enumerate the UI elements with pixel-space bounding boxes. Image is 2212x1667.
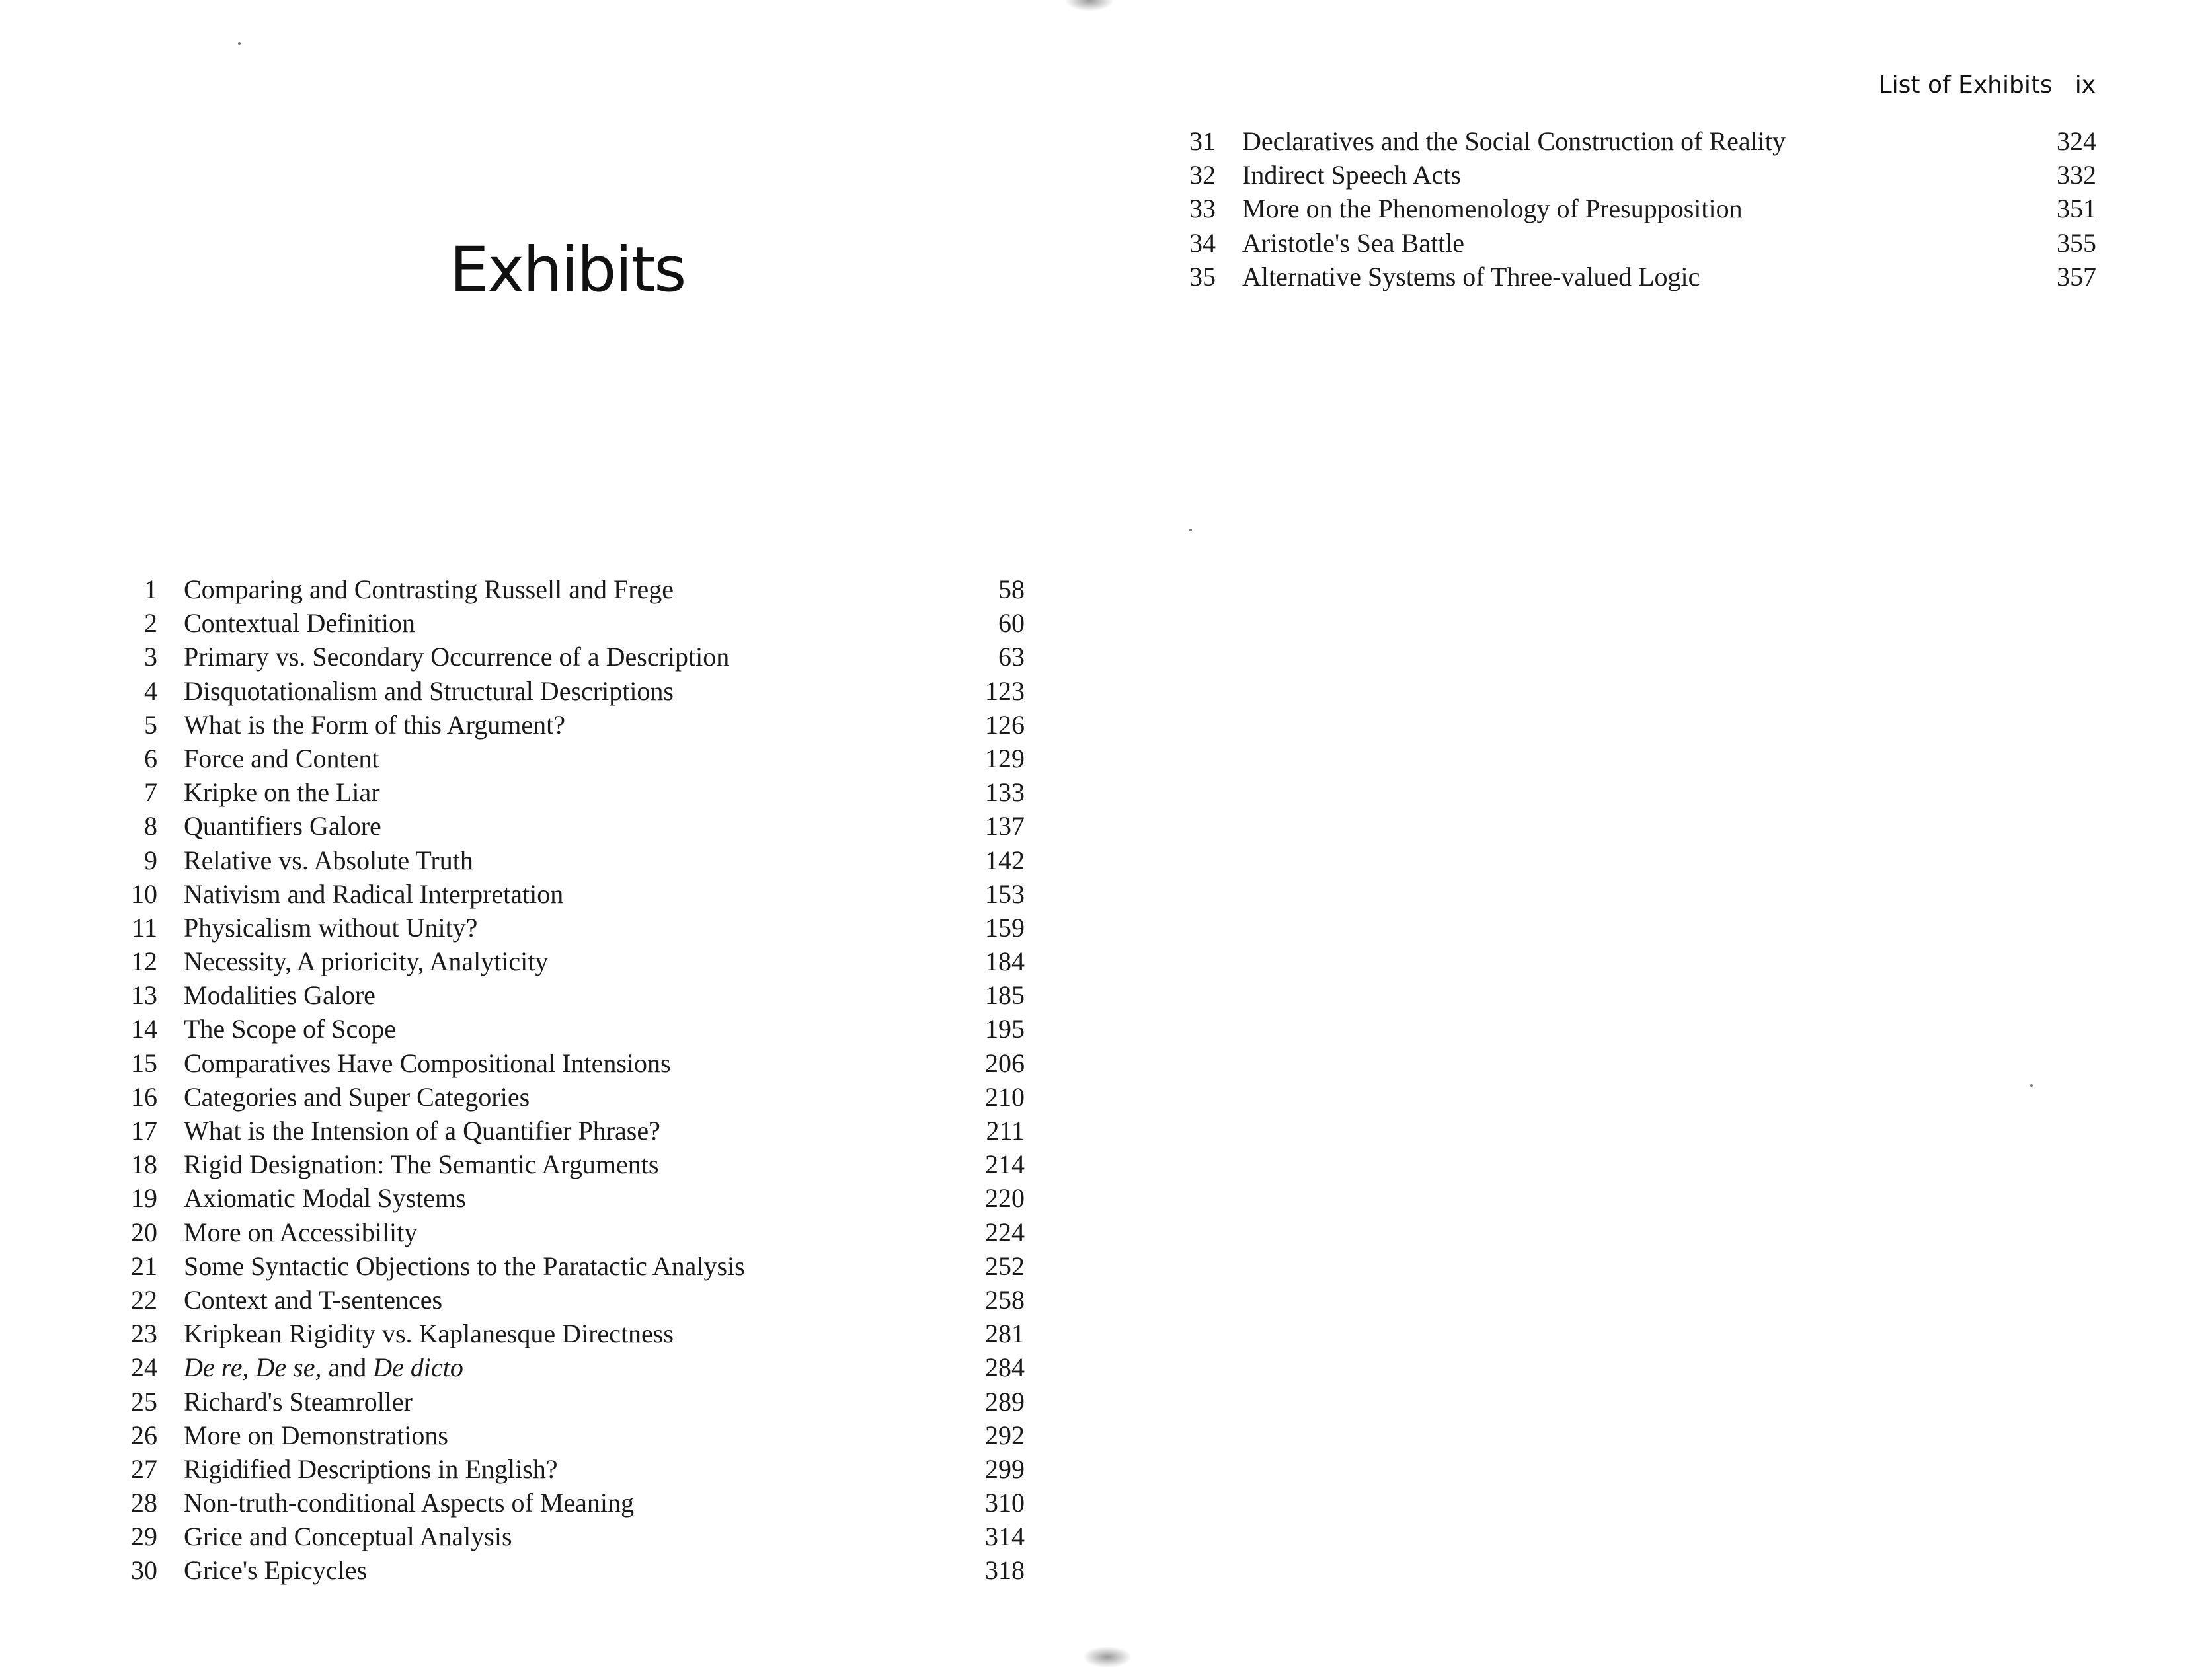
exhibit-title xyxy=(184,1350,463,1384)
list-item xyxy=(119,945,1025,978)
exhibit-page-number: 292 xyxy=(985,1420,1025,1450)
scan-speck xyxy=(238,42,241,45)
list-item xyxy=(119,809,1025,843)
exhibit-page-number: 314 xyxy=(985,1522,1025,1552)
exhibit-page-number: 153 xyxy=(985,878,1025,909)
exhibit-page-number: 63 xyxy=(998,642,1025,672)
exhibit-number: 24 xyxy=(131,1352,157,1383)
exhibit-number: 14 xyxy=(131,1014,157,1044)
list-item xyxy=(119,674,1025,708)
list-item xyxy=(119,1046,1025,1080)
exhibit-page-number: 58 xyxy=(998,574,1025,604)
page-number: ix xyxy=(2074,71,2096,98)
exhibit-title: More on Accessibility xyxy=(184,1217,418,1247)
exhibit-page-number: 355 xyxy=(2057,227,2096,258)
exhibit-number: 12 xyxy=(131,947,157,977)
exhibit-title: Context and T-sentences xyxy=(184,1284,443,1315)
exhibit-page-number: 214 xyxy=(985,1149,1025,1180)
list-item xyxy=(119,1520,1025,1553)
page-title: Exhibits xyxy=(450,234,686,306)
exhibit-page-number: 220 xyxy=(985,1183,1025,1214)
exhibit-title: Quantifiers Galore xyxy=(184,811,381,841)
exhibit-number: 20 xyxy=(131,1217,157,1247)
list-item xyxy=(119,1216,1025,1249)
list-item xyxy=(119,1147,1025,1181)
list-item xyxy=(119,1553,1025,1587)
right-page xyxy=(1106,0,2212,1666)
exhibit-title: Contextual Definition xyxy=(184,608,415,639)
list-item xyxy=(119,742,1025,775)
list-item xyxy=(119,1452,1025,1486)
list-item xyxy=(119,1350,1025,1384)
list-item xyxy=(119,978,1025,1012)
exhibit-title: Some Syntactic Objections to the Paratactic Analysis xyxy=(184,1251,745,1281)
exhibit-number: 25 xyxy=(131,1386,157,1416)
list-item xyxy=(119,1418,1025,1452)
exhibit-number: 33 xyxy=(1189,194,1216,224)
exhibit-number: 32 xyxy=(1189,160,1216,190)
exhibit-page-number: 210 xyxy=(985,1081,1025,1112)
list-item xyxy=(119,1080,1025,1114)
exhibit-number: 15 xyxy=(131,1048,157,1078)
exhibit-number: 8 xyxy=(144,811,157,841)
exhibit-number: 7 xyxy=(144,777,157,808)
exhibit-number: 22 xyxy=(131,1284,157,1315)
exhibit-title-italic-part: De dicto xyxy=(373,1352,463,1383)
exhibit-title: Alternative Systems of Three-valued Logic xyxy=(1242,261,1700,291)
list-item xyxy=(119,775,1025,809)
exhibit-number: 18 xyxy=(131,1149,157,1180)
exhibit-title: Indirect Speech Acts xyxy=(1242,160,1461,190)
list-item xyxy=(119,606,1025,640)
list-item xyxy=(119,877,1025,911)
exhibit-title: Richard's Steamroller xyxy=(184,1386,413,1416)
exhibit-title-part: , and xyxy=(315,1352,374,1383)
exhibit-number: 34 xyxy=(1189,227,1216,258)
exhibit-page-number: 126 xyxy=(985,709,1025,740)
exhibit-number: 13 xyxy=(131,980,157,1011)
exhibit-title: Kripke on the Liar xyxy=(184,777,380,808)
exhibit-number: 11 xyxy=(132,912,157,943)
exhibit-page-number: 184 xyxy=(985,947,1025,977)
exhibit-title: Aristotle's Sea Battle xyxy=(1242,227,1465,258)
exhibit-number: 19 xyxy=(131,1183,157,1214)
exhibit-number: 2 xyxy=(144,608,157,639)
exhibit-title: Force and Content xyxy=(184,743,379,773)
exhibit-number: 28 xyxy=(131,1488,157,1518)
scan-speck xyxy=(2030,1084,2033,1087)
exhibit-title: Comparatives Have Compositional Intensions xyxy=(184,1048,671,1078)
list-item xyxy=(1177,260,2096,293)
running-head-title: List of Exhibits xyxy=(1878,71,2053,98)
exhibit-number: 26 xyxy=(131,1420,157,1450)
exhibit-number: 35 xyxy=(1189,261,1216,291)
exhibit-page-number: 258 xyxy=(985,1284,1025,1315)
exhibit-number: 4 xyxy=(144,676,157,706)
exhibit-title: Kripkean Rigidity vs. Kaplanesque Directness xyxy=(184,1319,674,1349)
exhibit-page-number: 224 xyxy=(985,1217,1025,1247)
exhibit-title: Axiomatic Modal Systems xyxy=(184,1183,466,1214)
list-item xyxy=(119,640,1025,674)
running-head xyxy=(1879,71,2096,98)
exhibit-title: Rigidified Descriptions in English? xyxy=(184,1454,558,1484)
exhibit-number: 16 xyxy=(131,1081,157,1112)
exhibit-number: 31 xyxy=(1189,126,1216,156)
list-item xyxy=(119,1385,1025,1418)
list-item xyxy=(1177,192,2096,225)
exhibit-title: Categories and Super Categories xyxy=(184,1081,530,1112)
exhibit-number: 30 xyxy=(131,1555,157,1586)
exhibit-number: 29 xyxy=(131,1522,157,1552)
exhibit-page-number: 284 xyxy=(985,1352,1025,1383)
exhibit-number: 5 xyxy=(144,709,157,740)
exhibit-title-italic-part: De se xyxy=(255,1352,315,1383)
list-item xyxy=(119,1249,1025,1283)
exhibit-title: More on the Phenomenology of Presupposition xyxy=(1242,194,1743,224)
exhibit-page-number: 133 xyxy=(985,777,1025,808)
exhibit-title: What is the Form of this Argument? xyxy=(184,709,565,740)
exhibit-page-number: 211 xyxy=(986,1116,1025,1145)
exhibit-page-number: 129 xyxy=(985,743,1025,773)
exhibit-number: 23 xyxy=(131,1319,157,1349)
exhibit-number: 6 xyxy=(144,743,157,773)
exhibit-page-number: 289 xyxy=(985,1386,1025,1416)
list-item xyxy=(119,1012,1025,1046)
list-item xyxy=(119,1114,1025,1147)
list-item xyxy=(119,1317,1025,1350)
exhibit-page-number: 185 xyxy=(985,980,1025,1011)
exhibit-title: Necessity, A prioricity, Analyticity xyxy=(184,947,549,977)
exhibit-title: What is the Intension of a Quantifier Phrase? xyxy=(184,1116,660,1145)
exhibit-title: Comparing and Contrasting Russell and Frege xyxy=(184,574,674,604)
exhibit-title: More on Demonstrations xyxy=(184,1420,448,1450)
exhibit-page-number: 123 xyxy=(985,676,1025,706)
exhibit-number: 9 xyxy=(144,845,157,875)
exhibit-number: 17 xyxy=(131,1116,157,1145)
exhibit-title: The Scope of Scope xyxy=(184,1014,397,1044)
exhibit-number: 3 xyxy=(144,642,157,672)
exhibit-page-number: 60 xyxy=(998,608,1025,639)
exhibit-title: Modalities Galore xyxy=(184,980,375,1011)
exhibit-page-number: 137 xyxy=(985,811,1025,841)
list-item xyxy=(1177,158,2096,192)
exhibit-title: Physicalism without Unity? xyxy=(184,912,478,943)
scan-smudge xyxy=(1066,0,1113,11)
exhibit-page-number: 142 xyxy=(985,845,1025,875)
exhibit-title: Grice's Epicycles xyxy=(184,1555,368,1586)
exhibit-title: Disquotationalism and Structural Descriptions xyxy=(184,676,674,706)
exhibit-list xyxy=(119,572,1025,1588)
exhibit-page-number: 332 xyxy=(2057,160,2096,190)
exhibit-title-italic-part: De re xyxy=(184,1352,243,1383)
list-item xyxy=(119,1181,1025,1215)
exhibit-title: Rigid Designation: The Semantic Arguments xyxy=(184,1149,659,1180)
exhibit-title: Relative vs. Absolute Truth xyxy=(184,845,473,875)
exhibit-page-number: 351 xyxy=(2057,194,2096,224)
exhibit-number: 10 xyxy=(131,878,157,909)
exhibit-title: Declaratives and the Social Construction of Reality xyxy=(1242,126,1786,156)
exhibit-list xyxy=(1177,124,2096,293)
list-item xyxy=(1177,226,2096,260)
exhibit-title: Grice and Conceptual Analysis xyxy=(184,1522,512,1552)
exhibit-number: 1 xyxy=(144,574,157,604)
list-item xyxy=(1177,124,2096,158)
list-item xyxy=(119,708,1025,742)
exhibit-title-part: , xyxy=(242,1352,256,1383)
list-item xyxy=(119,572,1025,606)
scan-speck xyxy=(1189,529,1192,531)
exhibit-title: Primary vs. Secondary Occurrence of a Description xyxy=(184,642,730,672)
exhibit-page-number: 299 xyxy=(985,1454,1025,1484)
exhibit-page-number: 252 xyxy=(985,1251,1025,1281)
exhibit-title: Non-truth-conditional Aspects of Meaning xyxy=(184,1488,634,1518)
exhibit-page-number: 195 xyxy=(985,1014,1025,1044)
list-item xyxy=(119,843,1025,877)
left-page xyxy=(0,0,1106,1666)
exhibit-number: 21 xyxy=(131,1251,157,1281)
exhibit-title: Nativism and Radical Interpretation xyxy=(184,878,564,909)
list-item xyxy=(119,1283,1025,1317)
exhibit-page-number: 206 xyxy=(985,1048,1025,1078)
exhibit-page-number: 318 xyxy=(985,1555,1025,1586)
exhibit-page-number: 310 xyxy=(985,1488,1025,1518)
list-item xyxy=(119,911,1025,945)
exhibit-page-number: 159 xyxy=(985,912,1025,943)
list-item xyxy=(119,1486,1025,1520)
exhibit-number: 27 xyxy=(131,1454,157,1484)
exhibit-page-number: 324 xyxy=(2057,126,2096,156)
exhibit-page-number: 357 xyxy=(2057,261,2096,291)
exhibit-page-number: 281 xyxy=(985,1319,1025,1349)
